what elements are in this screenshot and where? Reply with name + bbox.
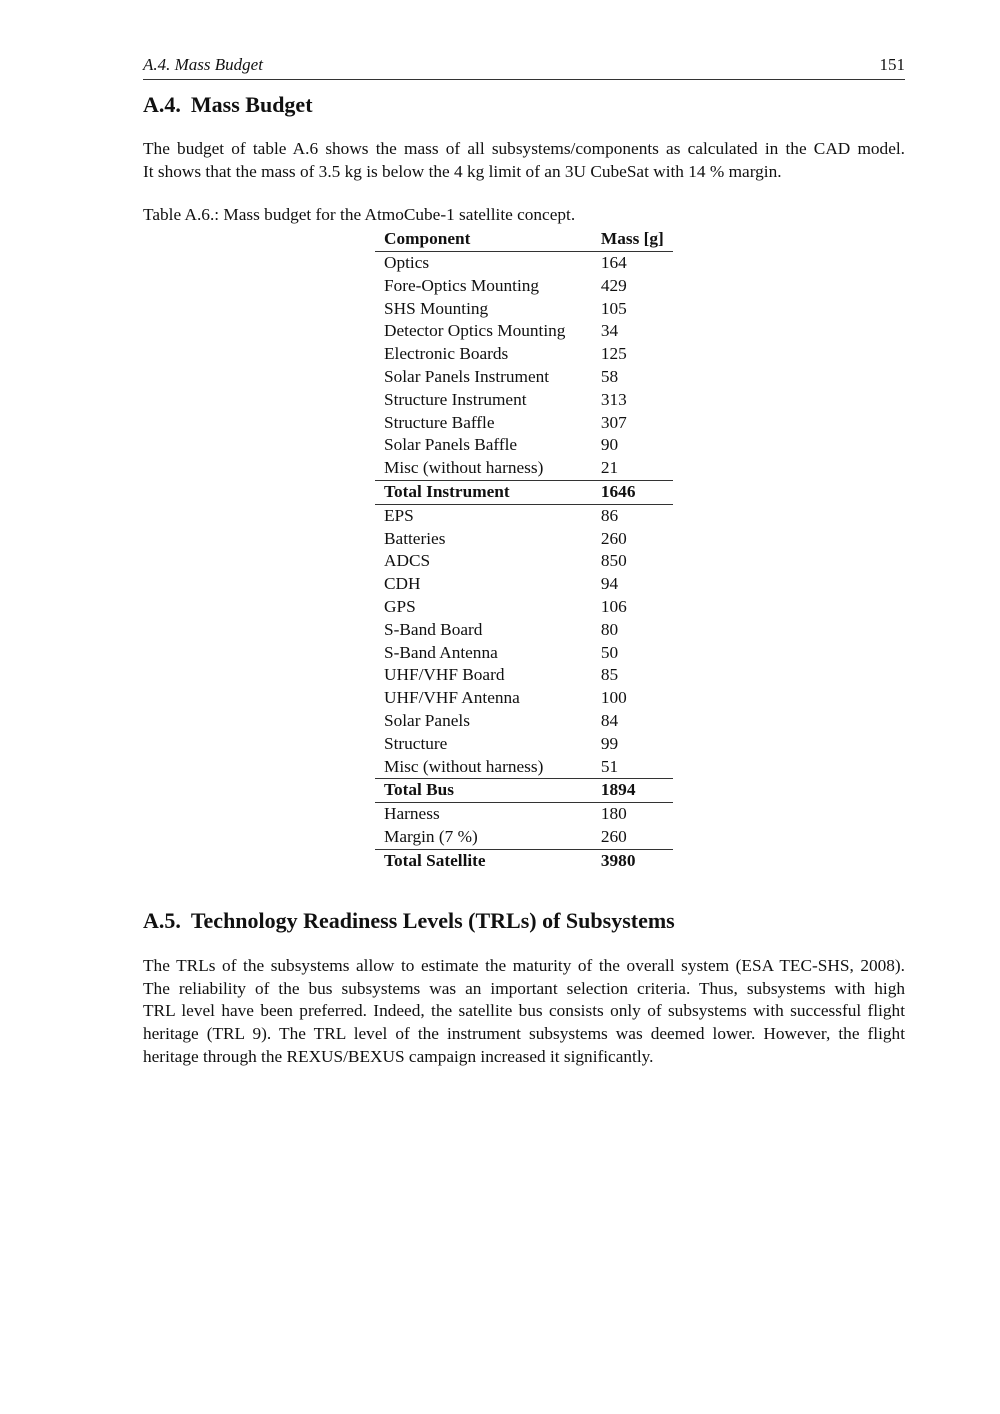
table-row xyxy=(375,504,673,527)
cell-component: Structure xyxy=(384,733,448,753)
cell-mass: 3980 xyxy=(589,849,673,872)
cell-component: UHF/VHF Board xyxy=(384,665,505,685)
cell-mass: 34 xyxy=(600,321,619,341)
cell-mass: 105 xyxy=(600,298,627,318)
table-row xyxy=(375,389,673,412)
cell-mass: 106 xyxy=(600,596,627,616)
cell-component: Harness xyxy=(384,804,440,824)
cell-component: EPS xyxy=(384,505,414,525)
cell-mass: 125 xyxy=(600,344,627,364)
cell-mass: 180 xyxy=(600,804,627,824)
section-title: Mass Budget xyxy=(190,92,313,117)
paragraph-line: heritage (TRL 9). The TRL level of the instrument subsystems was deemed lower. However, the flight xyxy=(143,1024,905,1044)
paragraph-line: TRL level have been preferred. Indeed, the satellite bus consists only of subsystems with successful flight xyxy=(143,1001,905,1021)
table-row xyxy=(375,826,673,849)
cell-mass: 850 xyxy=(600,551,627,571)
paragraph-line: The TRLs of the subsystems allow to estimate the maturity of the overall system (ESA TEC-SHS, 2008). xyxy=(143,956,905,975)
section-heading-a4 xyxy=(143,92,313,118)
table-total-row xyxy=(375,779,673,803)
cell-mass: 84 xyxy=(600,710,619,730)
cell-component: Margin (7 %) xyxy=(384,826,478,846)
cell-component: Batteries xyxy=(384,528,446,548)
table-row xyxy=(375,528,673,551)
section-heading-a5 xyxy=(143,908,675,934)
table-row xyxy=(375,343,673,366)
cell-component: Total Bus xyxy=(375,779,589,803)
cell-component: Total Satellite xyxy=(375,849,589,872)
table-row xyxy=(375,664,673,687)
cell-component: ADCS xyxy=(384,551,431,571)
running-header-section: A.4. Mass Budget xyxy=(143,55,263,74)
cell-mass: 164 xyxy=(600,253,627,272)
table-caption: Table A.6.: Mass budget for the AtmoCube-1 satellite concept. xyxy=(143,205,576,224)
cell-component: Structure Instrument xyxy=(384,389,527,409)
cell-component: S-Band Antenna xyxy=(384,642,498,662)
cell-component: Optics xyxy=(384,253,430,272)
table-row xyxy=(375,573,673,596)
cell-mass: 307 xyxy=(600,412,627,432)
cell-component: CDH xyxy=(384,574,421,594)
table-row xyxy=(375,803,673,826)
cell-component: Solar Panels Instrument xyxy=(384,366,550,386)
cell-mass: 21 xyxy=(600,458,619,478)
cell-mass: 50 xyxy=(600,642,619,662)
table-row xyxy=(375,733,673,756)
cell-component: Misc (without harness) xyxy=(384,458,544,478)
cell-mass: 99 xyxy=(600,733,619,753)
cell-component: UHF/VHF Antenna xyxy=(384,688,520,708)
table-row xyxy=(375,434,673,457)
paragraph-line: The reliability of the bus subsystems was an important selection criteria. Thus, subsystems with high xyxy=(143,978,905,998)
table-row xyxy=(375,298,673,321)
cell-mass: 429 xyxy=(600,275,627,295)
cell-component: SHS Mounting xyxy=(384,298,489,318)
cell-mass: 1894 xyxy=(589,779,673,803)
table-row xyxy=(375,596,673,619)
cell-mass: 80 xyxy=(600,619,619,639)
cell-component: Misc (without harness) xyxy=(384,756,544,776)
section-number: A.5. xyxy=(143,908,181,933)
cell-mass: 85 xyxy=(600,665,619,685)
table-row xyxy=(375,275,673,298)
cell-mass: 94 xyxy=(600,574,619,594)
table-header-row xyxy=(375,228,673,252)
cell-mass: 260 xyxy=(600,826,627,846)
table-row xyxy=(375,457,673,480)
section-number: A.4. xyxy=(143,92,181,117)
cell-mass: 51 xyxy=(600,756,619,776)
table-row xyxy=(375,252,673,275)
paragraph-line: heritage through the REXUS/BEXUS campaign increased it significantly. xyxy=(143,1046,654,1066)
cell-mass: 1646 xyxy=(589,480,673,504)
cell-component: Structure Baffle xyxy=(384,412,495,432)
cell-component: Total Instrument xyxy=(375,480,589,504)
table-row xyxy=(375,756,673,779)
cell-mass: 90 xyxy=(600,435,619,455)
mass-budget-table xyxy=(375,228,673,873)
cell-mass: 260 xyxy=(600,528,627,548)
table-row xyxy=(375,366,673,389)
table-total-row xyxy=(375,849,673,872)
column-header-mass: Mass [g] xyxy=(589,228,673,252)
cell-component: Electronic Boards xyxy=(384,344,509,364)
page-number: 151 xyxy=(879,55,905,74)
cell-component: Fore-Optics Mounting xyxy=(384,275,540,295)
table-total-row xyxy=(375,480,673,504)
cell-mass: 100 xyxy=(600,688,627,708)
running-header xyxy=(143,55,905,80)
paragraph-mass-budget xyxy=(143,138,905,183)
table-row xyxy=(375,642,673,665)
section-title: Technology Readiness Levels (TRLs) of Subsystems xyxy=(190,908,675,933)
cell-component: Detector Optics Mounting xyxy=(384,321,566,341)
cell-component: S-Band Board xyxy=(384,619,483,639)
table-row xyxy=(375,412,673,435)
table-row xyxy=(375,550,673,573)
table-row xyxy=(375,687,673,710)
cell-component: Solar Panels xyxy=(384,710,470,730)
paragraph-line: It shows that the mass of 3.5 kg is below the 4 kg limit of an 3U CubeSat with 14 % margin. xyxy=(143,161,782,181)
cell-mass: 313 xyxy=(600,389,627,409)
table-row xyxy=(375,320,673,343)
table-row xyxy=(375,619,673,642)
cell-mass: 86 xyxy=(600,505,619,525)
table-row xyxy=(375,710,673,733)
cell-mass: 58 xyxy=(600,366,619,386)
paragraph-trl xyxy=(143,955,905,1069)
cell-component: GPS xyxy=(384,596,416,616)
cell-component: Solar Panels Baffle xyxy=(384,435,518,455)
paragraph-line: The budget of table A.6 shows the mass of all subsystems/components as calculated in the CAD model. xyxy=(143,139,905,158)
table-body xyxy=(375,252,673,873)
column-header-component: Component xyxy=(375,228,589,252)
